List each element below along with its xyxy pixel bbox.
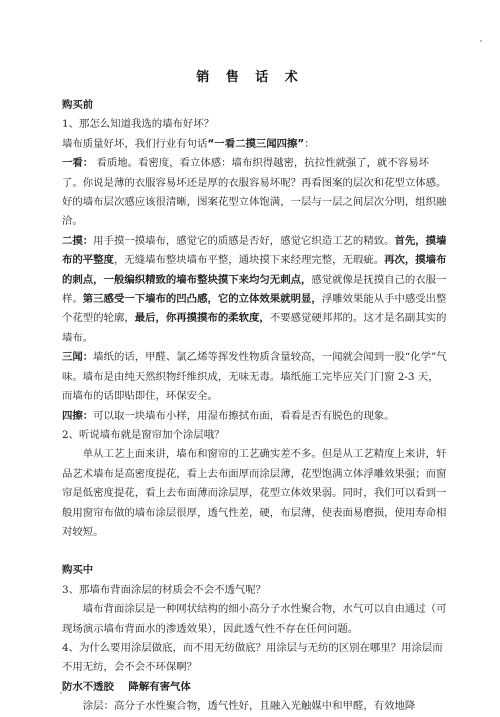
label-touch: 二摸： <box>62 234 94 247</box>
answer-3: 墙布背面涂层是一种网状结构的细小高分子水性聚合物，水气可以自由通过（可现场演示墙布背面水的渗透效果），因此透气性不存在任何问题。 <box>62 603 447 635</box>
subheading: 防水不透胶 降解有害气体 <box>62 680 191 693</box>
text-touch-1: 用手摸一摸墙布，感觉它的质感是否好，感觉它织造工艺的精致。 <box>93 234 395 247</box>
question-4: 4、为什么要用涂层做底，而不用无纺做底？用涂层与无纺的区别在哪里？用涂层而不用无纺，会不会不环保啊？ <box>62 641 443 674</box>
text-wipe: 可以取一块墙布小样，用湿布擦拭布面，看看是否有脱色的现象。 <box>93 409 395 422</box>
paragraph-wipe <box>62 407 448 426</box>
question-3: 3、那墙布背面涂层的材质会不会不透气呢？ <box>62 583 267 596</box>
document-body <box>62 96 448 717</box>
section-heading: 购买中 <box>62 564 94 577</box>
intro-line <box>62 135 448 154</box>
page-title: 销 售 话 术 <box>196 70 304 85</box>
text-touch-2: ，无缝墙布整块墙布平整，通块摸下来经理完整，无瑕疵。 <box>113 254 385 267</box>
text-smell: 墙纸的话，甲醛、氯乙烯等挥发性物质含量较高，一闻就会闻到一股“化学”气味。墙布是由纯天然织物纤维织成，无味无毒。墙纸施工完毕应关门门窗 2-3 天，而墙布的话即贴即住，环保安全。 <box>62 351 447 403</box>
bold-touch-3: 第三感受一下墙布的凹凸感，它的立体效果就明显， <box>82 293 322 306</box>
text-touch-5: 不要感觉硬邦邦的。这才是名副其实的墙布。 <box>62 312 447 344</box>
paragraph-touch <box>62 232 448 348</box>
label-wipe: 四擦： <box>62 409 94 422</box>
intro-text: 墙布质量好坏，我们行业有句话 <box>62 137 208 150</box>
spacer <box>62 542 448 561</box>
question-2: 2、听说墙布就是窗帘加个涂层哦？ <box>62 428 225 441</box>
paragraph-smell <box>62 348 448 406</box>
bold-touch-1: 首先，摸墙布的平整度 <box>62 234 447 267</box>
answer-2: 单从工艺上面来讲，墙布和窗帘的工艺确实差不多。但是从工艺精度上来讲，轩品艺术墙布是高密度提花，看上去布面厚而涂层薄，花型饱满立体浮雕效果强；而窗帘是低密度提花，看上去布面薄而涂层厚，花型立体效果弱。同时，我们可以看到一般用窗帘布做的墙布涂层很厚，透气性差，硬，布层薄，使表面易磨损，使用寿命相对较短。 <box>62 448 447 538</box>
bold-touch-2: 再次，摸墙布的刺点，一般编织精致的墙布整块摸下来均匀无刺点， <box>62 254 447 286</box>
text-touch-4: 浮雕效果能从手中感受出整个花型的轮廓， <box>62 293 447 325</box>
question-1: 1、那怎么知道我选的墙布好坏？ <box>62 118 215 131</box>
text-touch-3: 感觉就像是抚摸自己的衣服一样。 <box>62 273 447 306</box>
text-look: 看质地。看密度，看立体感：墙布织得越密，抗拉性就强了，就不容易坏了。你说是薄的衣服容易坏还是厚的衣服容易坏呢？再看图案的层次和花型立体感。好的墙布层次感应该很清晰，图案花型立体饱满，一层与一层之间层次分明，组织融洽。 <box>62 157 447 228</box>
intro-phrase: “一看二摸三闻四擦” <box>207 137 305 150</box>
label-smell: 三闻： <box>62 351 94 364</box>
label-look: 一看： <box>62 157 94 170</box>
corner-mark <box>480 40 482 42</box>
intro-colon: ： <box>304 137 315 150</box>
section-heading: 购买前 <box>62 99 94 111</box>
answer-4: 涂层：高分子水性聚合物，透气性好，且融入光触媒中和甲醛，有效地降 <box>82 700 416 713</box>
paragraph-look <box>62 154 448 232</box>
bold-touch-4: 最后，你再摸摸布的柔软度， <box>134 312 270 325</box>
